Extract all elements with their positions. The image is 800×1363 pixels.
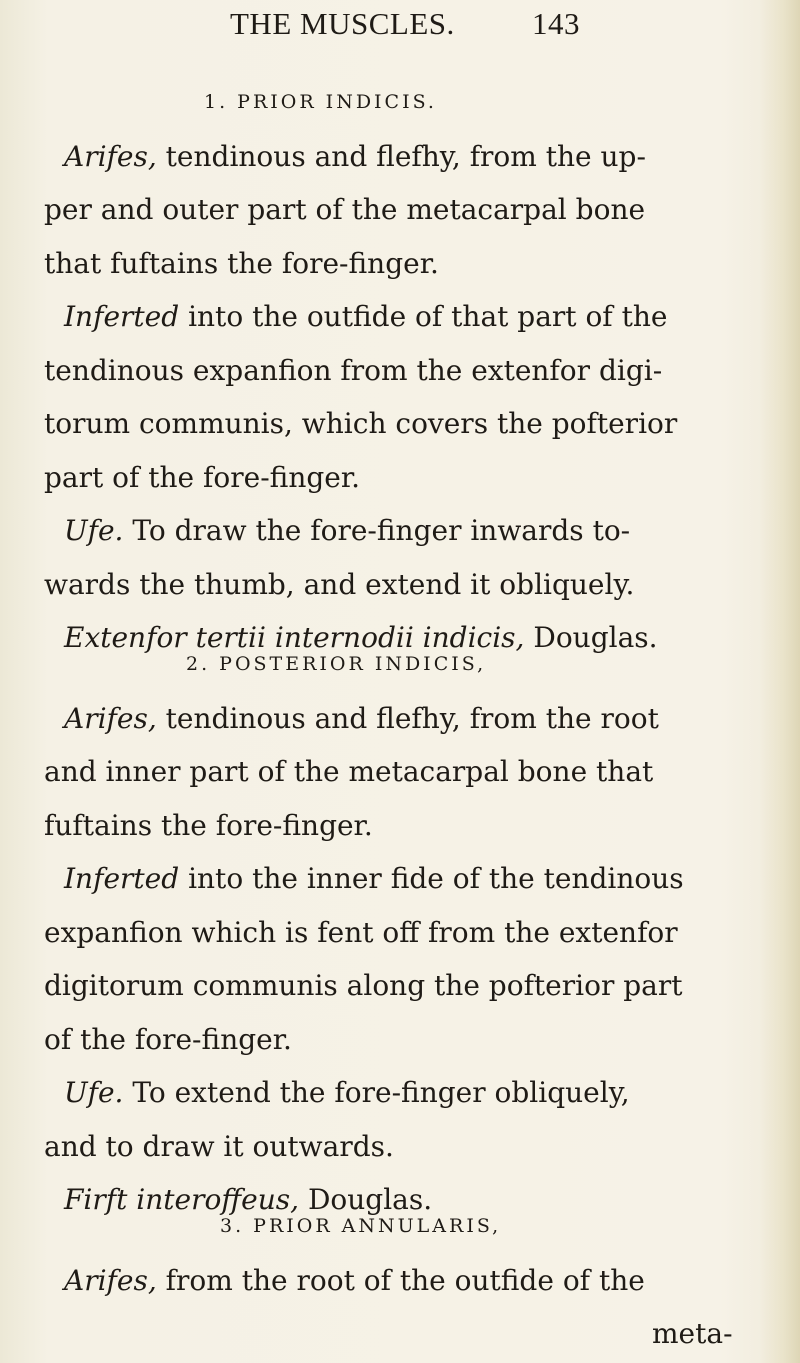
text-line — [44, 799, 764, 853]
line-text: digitorum communis along the pofterior part — [44, 969, 683, 1002]
text-line — [44, 130, 764, 184]
text-line — [44, 1066, 764, 1120]
italic-term: Inferted — [64, 862, 180, 895]
line-text: tendinous and flefhy, from the up- — [156, 139, 646, 173]
text-line — [44, 1120, 764, 1174]
line-text: tendinous expanfion from the extenfor digi- — [44, 353, 663, 387]
catchword: meta- — [652, 1317, 733, 1350]
italic-term: Ufe. — [64, 1076, 124, 1109]
text-line — [44, 959, 764, 1013]
line-text: and inner part of the metacarpal bone that — [44, 755, 654, 788]
line-text: To draw the fore-finger inwards to- — [123, 514, 631, 547]
italic-term: Arifes, — [64, 139, 157, 173]
text-line — [44, 1254, 764, 1308]
section-prior-indicis — [44, 76, 764, 665]
line-text: To extend the fore-finger obliquely, — [123, 1076, 630, 1109]
line-text: tendinous and flefhy, from the root — [156, 701, 659, 735]
line-text: wards the thumb, and extend it obliquely. — [44, 567, 635, 601]
line-text: into the outfide of that part of the — [179, 300, 668, 333]
text-line — [44, 237, 764, 291]
text-line — [44, 504, 764, 558]
text-line — [44, 451, 764, 505]
text-line — [44, 290, 764, 344]
line-text: Douglas. — [524, 621, 658, 654]
text-line — [44, 558, 764, 612]
line-text: fuftains the fore-finger. — [44, 808, 373, 842]
italic-term: Firft interoffeus, — [64, 1183, 300, 1216]
text-line — [44, 745, 764, 799]
text-line — [44, 183, 764, 237]
italic-term: Arifes, — [64, 1263, 157, 1297]
section-heading: 3. PRIOR ANNULARIS, — [220, 1215, 502, 1237]
line-text: torum communis, which covers the pofterior — [44, 407, 678, 440]
line-text: per and outer part of the metacarpal bone — [44, 193, 646, 226]
italic-term: Ufe. — [64, 514, 124, 547]
page-gutter-shadow — [760, 0, 800, 1363]
line-text: expanfion which is fent off from the extenfor — [44, 915, 678, 949]
line-text: into the inner fide of the tendinous — [179, 862, 684, 895]
line-text: and to draw it outwards. — [44, 1129, 394, 1163]
text-line — [44, 344, 764, 398]
line-text: Douglas. — [299, 1183, 433, 1216]
text-line — [44, 906, 764, 960]
line-text: of the fore-finger. — [44, 1022, 292, 1056]
line-text: part of the fore-finger. — [44, 460, 361, 494]
section-posterior-indicis — [44, 638, 764, 1227]
running-head-title: THE MUSCLES. — [230, 6, 455, 41]
line-text: that fuftains the fore-finger. — [44, 246, 439, 280]
running-head — [230, 6, 750, 48]
text-line — [44, 692, 764, 746]
text-line — [44, 852, 764, 906]
section-prior-annularis — [44, 1200, 764, 1361]
section-heading: 1. PRIOR INDICIS. — [204, 91, 437, 113]
line-text: from the root of the outfide of the — [156, 1263, 645, 1297]
italic-term: Inferted — [64, 300, 180, 333]
text-line — [44, 397, 764, 451]
text-line — [44, 1013, 764, 1067]
page-number: 143 — [532, 6, 580, 41]
section-heading: 2. POSTERIOR INDICIS, — [186, 653, 487, 675]
italic-term: Arifes, — [64, 701, 157, 735]
italic-term: Extenfor tertii internodii indicis, — [64, 621, 525, 654]
